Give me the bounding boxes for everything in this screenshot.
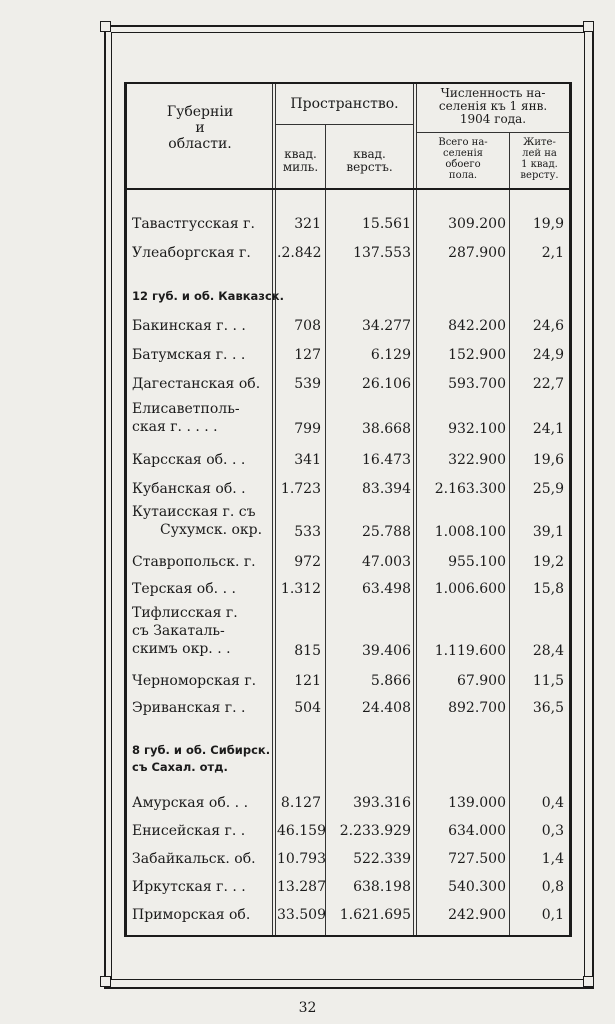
row-name: Черноморская г.	[132, 673, 257, 689]
table-row	[124, 344, 572, 366]
cell-sq-miles: 799	[294, 421, 321, 437]
cell-sq-miles: 10.793	[277, 851, 326, 867]
table-row	[124, 697, 572, 719]
section-siberia: 8 губ. и об. Сибирск. съ Сахал. отд.	[132, 743, 271, 774]
cell-population: 540.300	[448, 879, 506, 895]
table-row	[124, 400, 572, 440]
row-name: Улеаборгская г.	[132, 245, 251, 261]
frame-corner	[583, 976, 594, 987]
section-caucasus: 12 губ. и об. Кавказск.	[132, 289, 284, 303]
table-row	[124, 820, 572, 842]
header-space: Пространство.	[290, 96, 399, 112]
cell-density: 19,2	[532, 554, 564, 570]
cell-sq-versts: 47.003	[362, 554, 411, 570]
table-row	[124, 578, 572, 600]
cell-density: 15,8	[532, 581, 564, 597]
cell-sq-miles: 46.159	[277, 823, 326, 839]
cell-density: 0,1	[541, 907, 564, 923]
cell-population: 322.900	[448, 452, 506, 468]
row-name: Кубанская об. .	[132, 481, 246, 497]
cell-sq-versts: 26.106	[362, 376, 411, 392]
cell-population: 67.900	[457, 673, 506, 689]
cell-population: 152.900	[448, 347, 506, 363]
table-row	[124, 315, 572, 337]
cell-density: 1,4	[541, 851, 564, 867]
header-province: Губерніи и области.	[166, 104, 234, 152]
cell-sq-miles: 1.312	[280, 581, 321, 597]
header-population: Численность на- селенія къ 1 янв. 1904 года.	[438, 86, 548, 126]
cell-density: 24,6	[532, 318, 564, 334]
cell-density: 0,4	[541, 795, 564, 811]
table-row	[124, 670, 572, 692]
frame-corner	[100, 976, 111, 987]
row-name: Дагестанская об.	[132, 376, 261, 392]
row-name: Амурская об. . .	[132, 795, 249, 811]
row-name: Кутаисская г. съ Сухумск. окр.	[132, 504, 263, 538]
statistics-table	[124, 82, 572, 937]
header-sq-miles: квад. миль.	[282, 147, 319, 174]
cell-sq-miles: 13.287	[277, 879, 326, 895]
cell-sq-miles: 533	[294, 524, 321, 540]
cell-sq-versts: 15.561	[362, 216, 411, 232]
row-name: Тавастгусская г.	[132, 216, 255, 232]
cell-sq-miles: .2.842	[277, 245, 322, 261]
cell-sq-miles: 127	[294, 347, 321, 363]
cell-sq-versts: 38.668	[362, 421, 411, 437]
cell-sq-miles: 8.127	[280, 795, 321, 811]
cell-sq-versts: 2.233.929	[339, 823, 411, 839]
cell-population: 139.000	[448, 795, 506, 811]
cell-sq-miles: 972	[294, 554, 321, 570]
cell-sq-versts: 522.339	[353, 851, 411, 867]
table-row	[124, 213, 572, 235]
table-row	[124, 373, 572, 395]
cell-density: 24,1	[532, 421, 564, 437]
cell-population: 955.100	[448, 554, 506, 570]
cell-sq-versts: 6.129	[370, 347, 411, 363]
cell-population: 932.100	[448, 421, 506, 437]
table-row	[124, 904, 572, 926]
cell-population: 242.900	[448, 907, 506, 923]
header-total-pop: Всего на- селенія обоего пола.	[438, 137, 488, 181]
cell-density: 19,9	[532, 216, 564, 232]
cell-sq-miles: 539	[294, 376, 321, 392]
row-name: Иркутская г. . .	[132, 879, 246, 895]
cell-sq-versts: 25.788	[362, 524, 411, 540]
row-name: Бакинская г. . .	[132, 318, 246, 334]
cell-sq-versts: 83.394	[362, 481, 411, 497]
cell-sq-versts: 393.316	[353, 795, 411, 811]
table-row	[124, 792, 572, 814]
cell-population: 1.008.100	[434, 524, 506, 540]
cell-density: 19,6	[532, 452, 564, 468]
cell-sq-miles: 504	[294, 700, 321, 716]
row-name: Эриванская г. .	[132, 700, 246, 716]
cell-density: 25,9	[532, 481, 564, 497]
row-name: Ставропольск. г.	[132, 554, 256, 570]
cell-sq-versts: 5.866	[370, 673, 411, 689]
row-name: Тифлисская г. съ Закаталь- скимъ окр. . .	[132, 605, 238, 657]
row-name: Енисейская г. .	[132, 823, 246, 839]
cell-density: 36,5	[532, 700, 564, 716]
cell-population: 892.700	[448, 700, 506, 716]
frame-corner	[100, 21, 111, 32]
row-name: Забайкальск. об.	[132, 851, 256, 867]
cell-sq-versts: 34.277	[362, 318, 411, 334]
table-row	[124, 242, 572, 264]
cell-density: 0,3	[541, 823, 564, 839]
cell-density: 2,1	[541, 245, 564, 261]
cell-density: 28,4	[532, 643, 564, 659]
cell-sq-miles: 33.509	[277, 907, 326, 923]
cell-sq-versts: 63.498	[362, 581, 411, 597]
frame-corner	[583, 21, 594, 32]
cell-sq-versts: 39.406	[362, 643, 411, 659]
cell-sq-miles: 708	[294, 318, 321, 334]
row-name: Батумская г. . .	[132, 347, 246, 363]
table-row	[124, 604, 572, 662]
cell-density: 39,1	[532, 524, 564, 540]
table-row	[124, 551, 572, 573]
row-name: Приморская об.	[132, 907, 251, 923]
cell-sq-versts: 1.621.695	[339, 907, 411, 923]
cell-sq-miles: 121	[294, 673, 321, 689]
cell-sq-miles: 815	[294, 643, 321, 659]
cell-population: 309.200	[448, 216, 506, 232]
row-name: Терская об. . .	[132, 581, 236, 597]
cell-population: 1.119.600	[434, 643, 506, 659]
table-row	[124, 449, 572, 471]
table-row	[124, 848, 572, 870]
cell-population: 2.163.300	[434, 481, 506, 497]
cell-sq-miles: 341	[294, 452, 321, 468]
cell-density: 22,7	[532, 376, 564, 392]
cell-population: 842.200	[448, 318, 506, 334]
row-name: Елисаветполь- ская г. . . . .	[132, 401, 240, 435]
cell-sq-versts: 16.473	[362, 452, 411, 468]
cell-density: 0,8	[541, 879, 564, 895]
cell-density: 11,5	[532, 673, 564, 689]
cell-sq-miles: 321	[294, 216, 321, 232]
table-row	[124, 503, 572, 543]
page-number: 32	[298, 1000, 317, 1016]
cell-density: 24,9	[532, 347, 564, 363]
header-density: Жите- лей на 1 квад. версту.	[520, 137, 559, 181]
cell-sq-versts: 638.198	[353, 879, 411, 895]
cell-sq-miles: 1.723	[280, 481, 321, 497]
cell-sq-versts: 24.408	[362, 700, 411, 716]
row-name: Карсская об. . .	[132, 452, 246, 468]
table-row	[124, 876, 572, 898]
table-row	[124, 478, 572, 500]
cell-population: 287.900	[448, 245, 506, 261]
cell-population: 634.000	[448, 823, 506, 839]
cell-sq-versts: 137.553	[353, 245, 411, 261]
cell-population: 1.006.600	[434, 581, 506, 597]
cell-population: 593.700	[448, 376, 506, 392]
header-sq-versts: квад. верстъ.	[346, 147, 393, 174]
cell-population: 727.500	[448, 851, 506, 867]
